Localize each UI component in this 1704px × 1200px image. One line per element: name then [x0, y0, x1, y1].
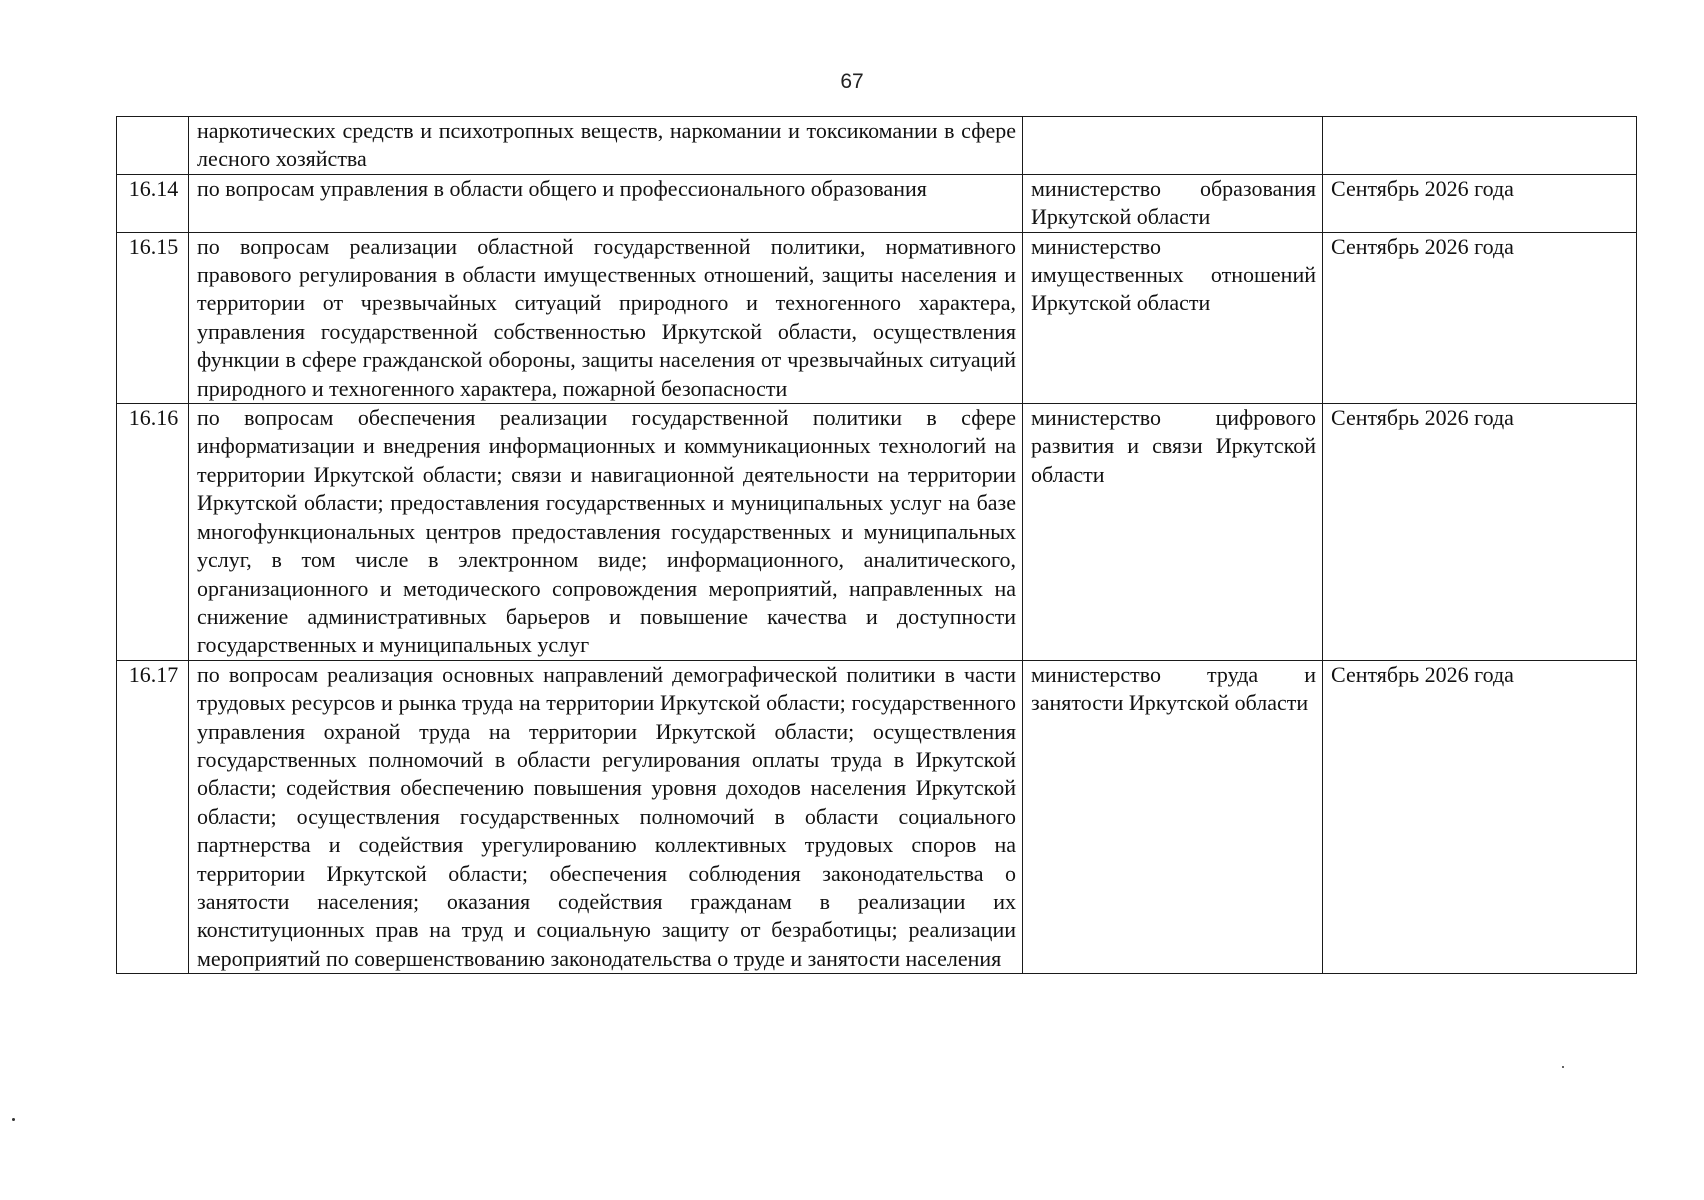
table-row: [117, 117, 1637, 175]
table-row: [117, 660, 1637, 973]
responsible-org-cell: министерство образования Иркутской области: [1023, 174, 1323, 232]
description-cell: по вопросам реализации областной государственной политики, нормативного правового регулирования в области имущественных отношений, защиты населения и территории от чрезвычайных ситуаций природного и техногенного характера, управления государственной собственностью Иркутской области, осуществления функции в сфере гражданской обороны, защиты населения от чрезвычайных ситуаций природного и техногенного характера, пожарной безопасности: [189, 232, 1023, 403]
row-number-cell: 16.16: [117, 404, 189, 661]
scan-speck: [1562, 1066, 1564, 1068]
deadline-cell: [1323, 117, 1637, 175]
description-cell: по вопросам управления в области общего и профессионального образования: [189, 174, 1023, 232]
table-row: [117, 174, 1637, 232]
description-cell: наркотических средств и психотропных веществ, наркомании и токсикомании в сфере лесного хозяйства: [189, 117, 1023, 175]
document-table: [116, 116, 1637, 974]
deadline-cell: Сентябрь 2026 года: [1323, 232, 1637, 403]
deadline-cell: Сентябрь 2026 года: [1323, 404, 1637, 661]
page-number: 67: [840, 70, 864, 93]
responsible-org-cell: [1023, 117, 1323, 175]
deadline-cell: Сентябрь 2026 года: [1323, 174, 1637, 232]
responsible-org-cell: министерство имущественных отношений Иркутской области: [1023, 232, 1323, 403]
row-number-cell: 16.17: [117, 660, 189, 973]
table-row: [117, 404, 1637, 661]
row-number-cell: 16.15: [117, 232, 189, 403]
responsible-org-cell: министерство труда и занятости Иркутской области: [1023, 660, 1323, 973]
deadline-cell: Сентябрь 2026 года: [1323, 660, 1637, 973]
row-number-cell: [117, 117, 189, 175]
table-row: [117, 232, 1637, 403]
description-cell: по вопросам обеспечения реализации государственной политики в сфере информатизации и внедрения информационных и коммуникационных технологий на территории Иркутской области; связи и навигационной деятельности на территории Иркутской области; предоставления государственных и муниципальных услуг на базе многофункциональных центров предоставления государственных и муниципальных услуг, в том числе в электронном виде; информационного, аналитического, организационного и методического сопровождения мероприятий, направленных на снижение административных барьеров и повышение качества и доступности государственных и муниципальных услуг: [189, 404, 1023, 661]
row-number-cell: 16.14: [117, 174, 189, 232]
scan-speck: [12, 1118, 15, 1121]
description-cell: по вопросам реализация основных направлений демографической политики в части трудовых ресурсов и рынка труда на территории Иркутской области; государственного управления охраной труда на территории Иркутской области; осуществления государственных полномочий в области регулирования оплаты труда в Иркутской области; содействия обеспечению повышения уровня доходов населения Иркутской области; осуществления государственных полномочий в области социального партнерства и содействия урегулированию коллективных трудовых споров на территории Иркутской области; обеспечения соблюдения законодательства о занятости населения; оказания содействия гражданам в реализации их конституционных прав на труд и социальную защиту от безработицы; реализации мероприятий по совершенствованию законодательства о труде и занятости населения: [189, 660, 1023, 973]
responsible-org-cell: министерство цифрового развития и связи Иркутской области: [1023, 404, 1323, 661]
